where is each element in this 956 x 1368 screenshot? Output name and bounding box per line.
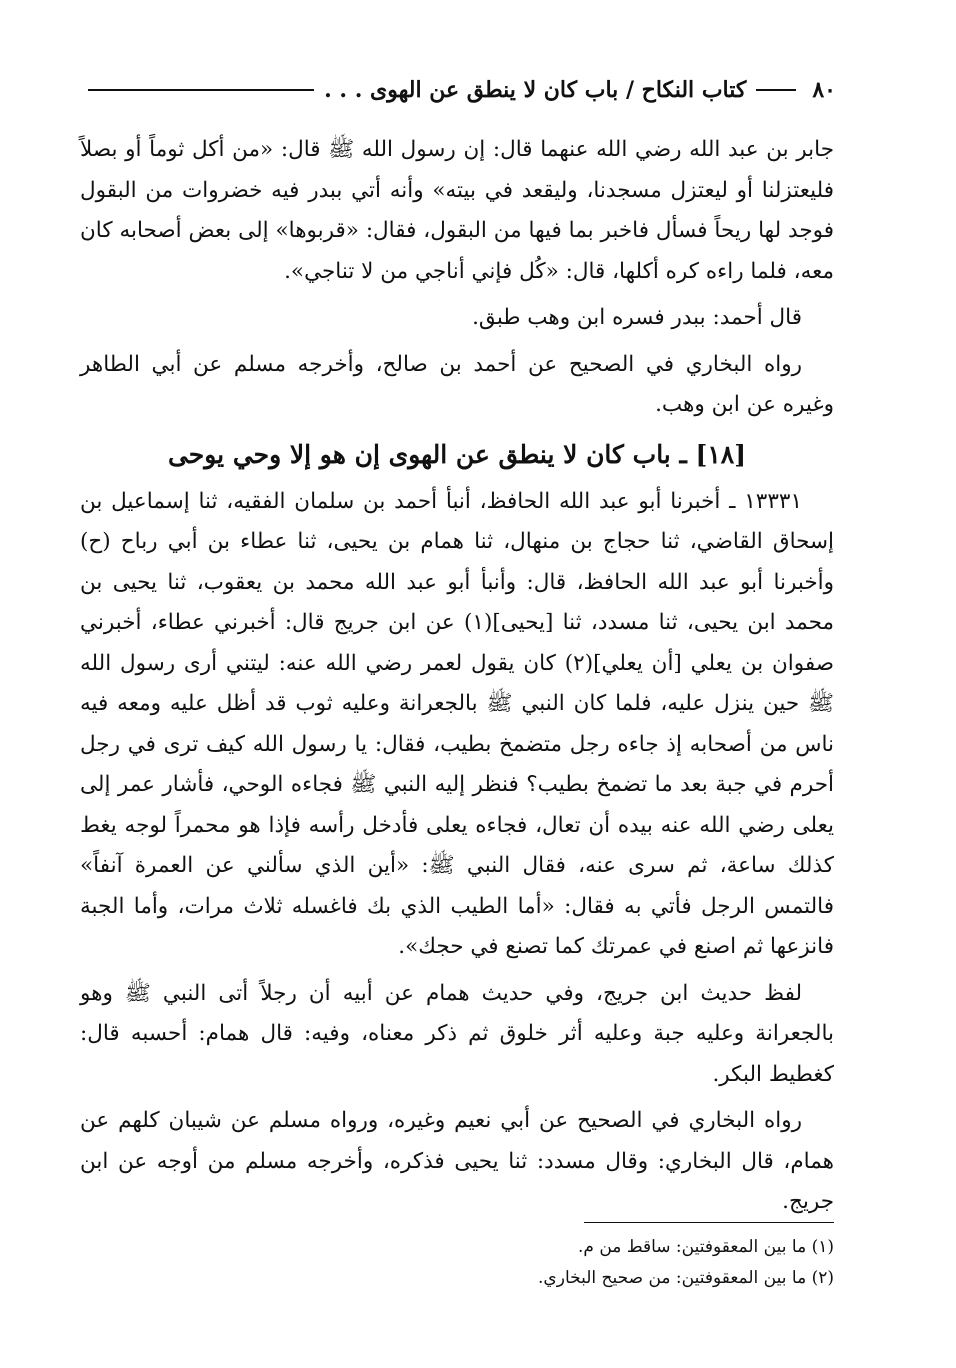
page-number: ٨٠	[812, 77, 836, 103]
paragraph-5: لفظ حديث ابن جريج، وفي حديث همام عن أبيه أن رجلاً أتى النبي ﷺ وهو بالجعرانة وعليه جبة وعليه أثر خلوق ثم ذكر معناه، وفيه: قال همام: أحسبه قال: كغطيط البكر.	[80, 980, 834, 1087]
header-rule-long	[88, 89, 314, 91]
header-rule-short	[756, 89, 796, 91]
footnote-1: (١) ما بين المعقوفتين: ساقط من م.	[578, 1237, 834, 1257]
paragraph-2: قال أحمد: ببدر فسره ابن وهب طبق.	[472, 305, 802, 330]
chapter-heading: [١٨] ـ باب كان لا ينطق عن الهوى إن هو إلا وحي يوحى	[167, 439, 747, 469]
paragraph-1: جابر بن عبد الله رضي الله عنهما قال: إن رسول الله ﷺ قال: «من أكل ثوماً أو بصلاً فليعتزلنا أو ليعتزل مسجدنا، وليقعد في بيته» وأنه أتي ببدر فيه خضروات من البقول فوجد لها ريحاً فسأل فاخبر بما فيها من البقول، فقال: «قربوها» إلى بعض أصحابه كان معه، فلما راءه كره أكلها، قال: «كُل فإني أناجي من لا تناجي».	[80, 137, 834, 284]
footnote-2: (٢) ما بين المعقوفتين: من صحيح البخاري.	[538, 1268, 834, 1288]
hadith-paragraph: ١٣٣٣١ ـ أخبرنا أبو عبد الله الحافظ، أنبأ أحمد بن سلمان الفقيه، ثنا إسماعيل بن إسحاق القاضي، ثنا حجاج بن منهال، ثنا همام بن يحيى، ثنا عطاء بن أبي رباح (ح) وأخبرنا أبو عبد الله الحافظ، قال: وأنبأ أبو عبد الله محمد بن يعقوب، ثنا يحيى بن محمد ابن يحيى، ثنا مسدد، ثنا [يحيى](١) عن ابن جريج قال: أخبرني عطاء، أخبرني صفوان بن يعلي [أن يعلي](٢) كان يقول لعمر رضي الله عنه: ليتني أرى رسول الله ﷺ حين ينزل عليه، فلما كان النبي ﷺ بالجعرانة وعليه ثوب قد أظل عليه ومعه فيه ناس من أصحابه إذ جاءه رجل متضمخ بطيب، فقال: يا رسول الله كيف ترى في رجل أحرم في جبة بعد ما تضمخ بطيب؟ فنظر إليه النبي ﷺ فجاءه الوحي، فأشار عمر إلى يعلى رضي الله عنه بيده أن تعال، فجاءه يعلى فأدخل رأسه فإذا هو محمراً لوجه يغط كذلك ساعة، ثم سرى عنه، فقال النبي ﷺ: «أين الذي سألني عن العمرة آنفاً» فالتمس الرجل فأتي به فقال: «أما الطيب الذي بك فاغسله ثلاث مرات، وأما الجبة فانزعها ثم اصنع في عمرتك كما تصنع في حجك».	[80, 488, 835, 959]
paragraph-6: رواه البخاري في الصحيح عن أبي نعيم وغيره، ورواه مسلم عن شيبان كلهم عن همام، قال البخاري: وقال مسدد: ثنا يحيى فذكره، وأخرجه مسلم من أوجه عن ابن جريج.	[80, 1108, 834, 1214]
running-title: كتاب النكاح / باب كان لا ينطق عن الهوى . . .	[324, 77, 747, 103]
page-header	[80, 70, 836, 110]
footnotes	[80, 1232, 834, 1294]
footnote-separator	[584, 1222, 834, 1223]
main-text	[80, 130, 834, 1223]
paragraph-3: رواه البخاري في الصحيح عن أحمد بن صالح، وأخرجه مسلم عن أبي الطاهر وغيره عن ابن وهب.	[80, 351, 834, 417]
